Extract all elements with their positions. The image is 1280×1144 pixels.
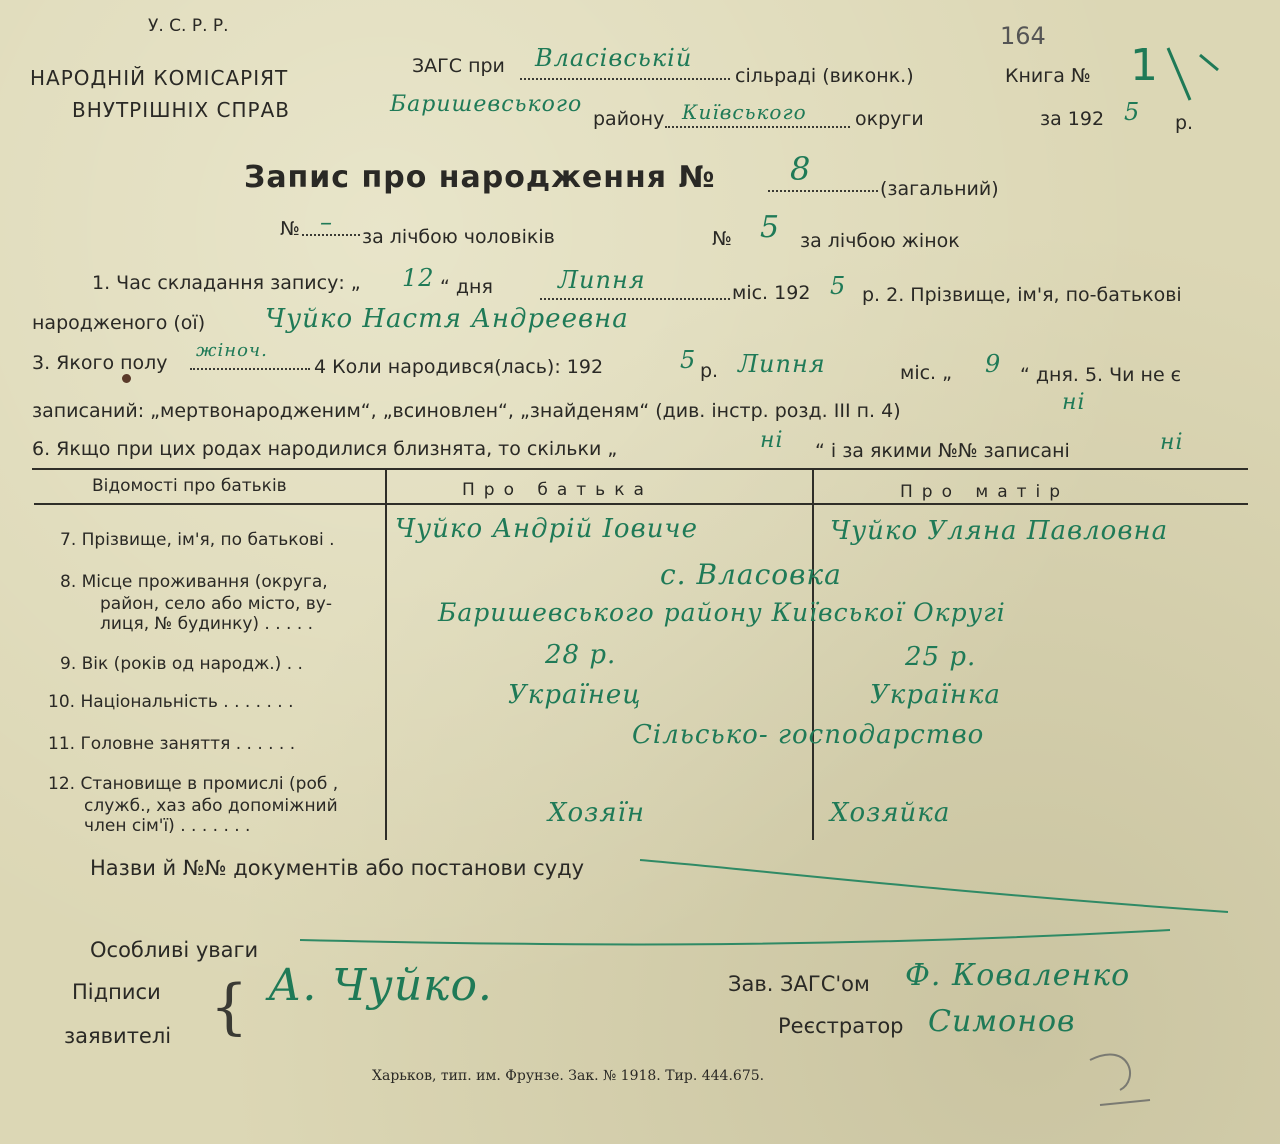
- row-9-label: 9. Вік (років од народж.) . .: [60, 654, 303, 674]
- row-12-label-2: служб., хаз або допоміжний: [84, 796, 338, 816]
- row-11-occupation: Сільсько- господарство: [632, 720, 985, 750]
- male-no-label: №: [280, 218, 300, 240]
- district-value: Баришевського: [390, 92, 583, 117]
- female-no-label: №: [712, 228, 732, 250]
- field-6-label-2: “ і за якими №№ записані: [815, 440, 1070, 462]
- book-label: Книга №: [1005, 65, 1091, 87]
- commissariat-line-2: ВНУТРІШНІХ СПРАВ: [72, 98, 290, 122]
- registrar-label: Реєстратор: [778, 1014, 904, 1038]
- selrada-label: сільраді (виконк.): [735, 65, 914, 87]
- signatures-label: Підписи: [72, 980, 161, 1004]
- field-4-month-label: міс. „: [900, 362, 952, 384]
- table-col-father: Про батька: [462, 480, 653, 500]
- row-12-label-3: член сім'ї) . . . . . . .: [84, 816, 251, 836]
- book-value: 1: [1130, 40, 1159, 91]
- row-7-father: Чуйко Андрій Іовиче: [395, 514, 698, 544]
- field-4-month: Липня: [738, 350, 826, 378]
- row-8-label: 8. Місце проживання (округа,: [60, 572, 328, 592]
- male-count-label: за лічбою чоловіків: [362, 226, 555, 248]
- year-label: за 192: [1040, 108, 1105, 130]
- registrar-signature: Симонов: [928, 1004, 1076, 1039]
- field-1-label: 1. Час складання запису: „: [92, 272, 361, 294]
- field-1-month-label: міс. 192: [732, 282, 811, 304]
- field-5-label: записаний: „мертвонародженим“, „всиновлен“, „знайденям“ (див. інстр. розд. III п. 4): [32, 400, 901, 422]
- row-12-father: Хозяїн: [548, 798, 645, 828]
- row-10-label: 10. Національність . . . . . . .: [48, 692, 294, 712]
- field-4-day-label: “ дня. 5. Чи не є: [1020, 364, 1182, 386]
- remarks-ink-stroke: [300, 930, 1170, 944]
- field-4-year: 5: [680, 346, 697, 374]
- district-label: району: [593, 108, 665, 130]
- record-number: 8: [790, 150, 812, 188]
- row-9-mother: 25 р.: [905, 642, 977, 672]
- applicants-label: заявителі: [64, 1024, 172, 1048]
- field-2-label-2: народженого (ої): [32, 312, 206, 334]
- row-9-father: 28 р.: [545, 640, 617, 670]
- zags-head-label: Зав. ЗАГС'ом: [728, 972, 870, 996]
- row-10-father: Українец: [508, 680, 642, 710]
- field-1-year: 5: [830, 272, 847, 300]
- field-1-day-suffix: “ дня: [440, 276, 493, 298]
- field-6-label: 6. Якщо при цих родах народилися близнята, то скільки „: [32, 438, 618, 460]
- field-5-value: ні: [1062, 390, 1086, 415]
- punch-hole: [122, 374, 131, 383]
- row-8-label-3: лиця, № будинку) . . . . .: [100, 614, 314, 634]
- documents-ink-stroke: [640, 860, 1228, 912]
- book-slash-stroke: [1168, 48, 1218, 100]
- commissariat-line-1: НАРОДНІЙ КОМІСАРІЯТ: [30, 66, 289, 90]
- applicant-signature: А. Чуйко.: [268, 960, 493, 1011]
- field-2-value: Чуйко Настя Андреевна: [265, 304, 629, 334]
- row-7-mother: Чуйко Уляна Павловна: [830, 516, 1169, 546]
- row-10-mother: Українка: [870, 680, 1001, 710]
- row-8-village: с. Власовка: [660, 558, 842, 591]
- field-4-label: 4 Коли народився(лась): 192: [314, 356, 604, 378]
- year-value: 5: [1124, 98, 1141, 126]
- remarks-label: Особливі уваги: [90, 938, 259, 962]
- table-col-mother: Про матір: [900, 482, 1070, 502]
- okruga-label: округи: [855, 108, 924, 130]
- row-12-mother: Хозяйка: [830, 798, 951, 828]
- row-7-label: 7. Прізвище, ім'я, по батькові .: [60, 530, 335, 550]
- field-6-value: ні: [760, 428, 784, 453]
- field-1-day: 12: [402, 264, 435, 292]
- field-3-value: жіноч.: [196, 340, 268, 361]
- row-11-label: 11. Головне заняття . . . . . .: [48, 734, 296, 754]
- zags-head-signature: Ф. Коваленко: [905, 958, 1131, 993]
- book-page-number: 164: [1000, 22, 1046, 50]
- record-title: Запис про народження №: [244, 160, 716, 195]
- pencil-mark-stroke: [1090, 1054, 1150, 1105]
- male-no-value: –: [320, 208, 333, 236]
- zags-label: ЗАГС при: [412, 55, 505, 77]
- bracket-glyph: {: [210, 972, 249, 1042]
- field-4-day: 9: [985, 350, 1002, 378]
- documents-label: Назви й №№ документів або постанови суду: [90, 856, 585, 880]
- row-8-district: Баришевського району Київської Округі: [438, 598, 1006, 627]
- okruga-value: Київського: [682, 100, 807, 124]
- female-no-value: 5: [760, 210, 781, 245]
- year-suffix: р.: [1175, 112, 1194, 134]
- table-col-info: Відомості про батьків: [92, 476, 287, 496]
- female-count-label: за лічбою жінок: [800, 230, 960, 252]
- zags-value: Власівській: [535, 44, 693, 72]
- field-2-label: р. 2. Прізвище, ім'я, по-батькові: [862, 284, 1182, 306]
- field-6-value-2: ні: [1160, 430, 1184, 455]
- field-1-month: Липня: [558, 266, 646, 294]
- printer-line: Харьков, тип. им. Фрунзе. Зак. № 1918. Тир. 444.675.: [372, 1068, 765, 1084]
- general-label: (загальний): [880, 178, 999, 200]
- field-3-label: 3. Якого полу: [32, 352, 168, 374]
- field-4-r: р.: [700, 360, 719, 382]
- row-12-label: 12. Становище в промислі (роб ,: [48, 774, 339, 794]
- row-8-label-2: район, село або місто, ву-: [100, 594, 332, 614]
- ussr-header: У. С. Р. Р.: [148, 16, 229, 36]
